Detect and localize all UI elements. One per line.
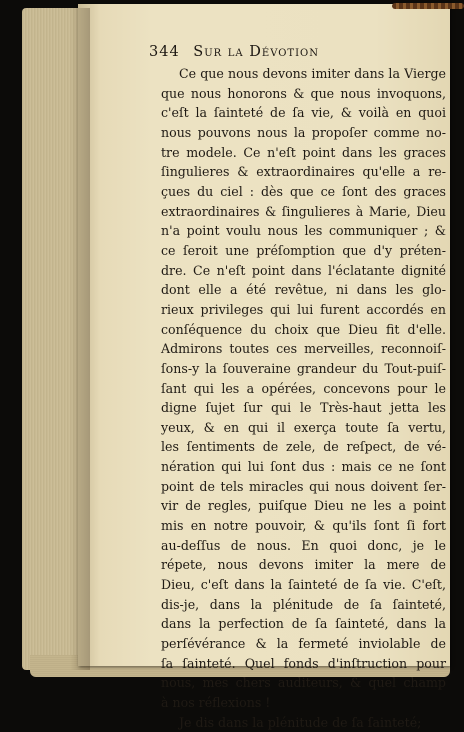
text-line: digne ſujet ſur qui le Très-haut jetta les <box>161 400 446 416</box>
text-line: répete, nous devons imiter la mere de <box>161 557 446 573</box>
bookmark-ribbon <box>392 0 464 20</box>
text-line: çues du ciel : dès que ce ſont des graces <box>161 183 446 199</box>
text-line: point de tels miracles qui nous doivent ſer- <box>161 478 446 494</box>
text-line: c'eſt la ſainteté de ſa vie, & voilà en quoi <box>161 105 446 121</box>
text-line: tre modele. Ce n'eſt point dans les graces <box>161 144 446 160</box>
text-line: ſant qui les a opérées, concevons pour le <box>161 380 446 396</box>
text-line: ſa ſainteté. Quel fonds d'inſtruction pour <box>161 655 446 671</box>
text-line: nous, mes chers auditeurs, & quel champ <box>161 675 446 691</box>
text-line: Admirons toutes ces merveilles, reconnoiſ- <box>161 341 446 357</box>
text-line: conſéquence du choix que Dieu fit d'elle. <box>161 321 446 337</box>
text-line: dans la perfection de ſa ſainteté, dans la <box>161 616 446 632</box>
text-line: n'a point voulu nous les communiquer ; & <box>161 223 446 239</box>
text-line: ce ſeroit une préſomption que d'y préten- <box>161 242 446 258</box>
text-line: ſingulieres & extraordinaires qu'elle a re- <box>161 164 446 180</box>
text-line: yeux, & en qui il exerça toute ſa vertu, <box>161 419 446 435</box>
text-line: perſévérance & la fermeté inviolable de <box>161 636 446 652</box>
page-number: 344 <box>149 44 180 60</box>
text-line: nous pouvons nous la propoſer comme no- <box>161 124 446 140</box>
gutter-shadow <box>70 8 90 670</box>
text-line: nération qui lui ſont dus : mais ce ne ſont <box>161 459 446 475</box>
text-line: dis-je, dans la plénitude de ſa ſainteté, <box>161 596 446 612</box>
text-line: rieux privileges qui lui furent accordés en <box>161 301 446 317</box>
text-line: au-deſſus de nous. En quoi donc, je le <box>161 537 446 553</box>
text-line: dre. Ce n'eſt point dans l'éclatante dignité <box>161 262 446 278</box>
text-line: ſons-y la ſouveraine grandeur du Tout-puiſ- <box>161 360 446 376</box>
running-head: Sur la Dévotion <box>193 44 320 60</box>
body-text <box>161 64 446 732</box>
text-line: à nos réflexions ! <box>161 695 271 710</box>
text-line: que nous honorons & que nous invoquons, <box>161 85 446 101</box>
text-line: Ce que nous devons imiter dans la Vierge <box>179 66 446 81</box>
text-line: mis en notre pouvoir, & qu'ils ſont ſi fort <box>161 518 446 534</box>
text-line: vir de regles, puiſque Dieu ne les a point <box>161 498 446 514</box>
text-line: les ſentiments de zele, de reſpect, de vé- <box>161 439 446 455</box>
page-header <box>149 44 449 60</box>
text-line: dont elle a été revêtue, ni dans les glo- <box>161 282 446 298</box>
text-line: Je dis dans la plénitude de ſa ſainteté; <box>179 714 422 730</box>
text-line: Dieu, c'eſt dans la ſainteté de ſa vie. C'eſt, <box>161 577 446 593</box>
text-line: extraordinaires & ſingulieres à Marie, Dieu <box>161 203 446 219</box>
